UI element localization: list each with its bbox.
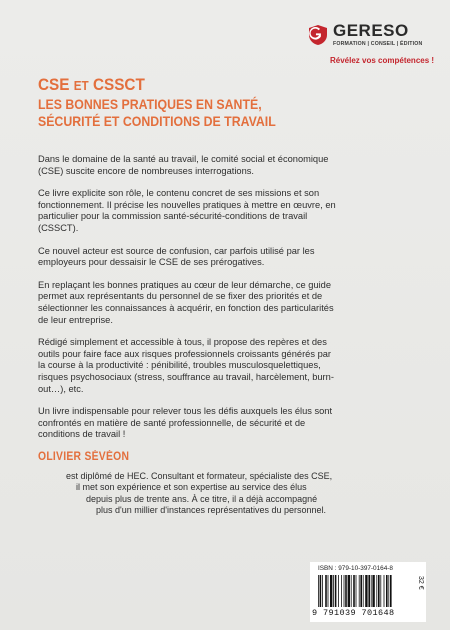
shield-logo-icon xyxy=(308,24,328,46)
book-title xyxy=(38,75,281,95)
price-label: 32 € xyxy=(417,576,424,590)
publisher-subline: FORMATION | CONSEIL | ÉDITION xyxy=(333,41,423,47)
barcode-digits: 9 791039 701648 xyxy=(312,608,395,618)
publisher-tagline: Révélez vos compétences ! xyxy=(330,56,435,65)
blurb-paragraph: Dans le domaine de la santé au travail, le comité social et économique (CSE) suscite encore de nombreuses interrogations. xyxy=(38,154,329,176)
author-bio-line: plus d'un millier d'instances représentatives du personnel. xyxy=(96,504,327,515)
author-bio-line: il met son expérience et son expertise au service des élus xyxy=(76,482,307,493)
title-block xyxy=(38,75,308,129)
publisher-logo xyxy=(308,22,423,47)
blurb-paragraph: Rédigé simplement et accessible à tous, il propose des repères et des outils pour faire face aux risques professionnels croissants générés par la course à la productivité : pénibilité, troubles musculosquelettiques, risques psychosociaux (stress, souffrance au travail, harcèlement, burn-out…), etc. xyxy=(38,337,334,394)
blurb-paragraph: Ce nouvel acteur est source de confusion, car parfois utilisé par les employeurs pour dessaisir le CSE de ses prérogatives. xyxy=(38,245,315,268)
blurb-paragraph: Un livre indispensable pour relever tous les défis auxquels les élus sont confrontés en matière de santé professionnelle, de sécurité et de conditions de travail ! xyxy=(38,406,333,440)
barcode-icon xyxy=(318,575,414,607)
blurb-paragraph: En replaçant les bonnes pratiques au cœur de leur démarche, ce guide permet aux représentants du personnel de se fixer des priorités et de sélectionner les connaissances à acquérir, en fonction des particularités de leur entreprise. xyxy=(38,279,334,325)
publisher-name: GERESO xyxy=(333,21,409,40)
blurb-paragraph: Ce livre explicite son rôle, le contenu concret de ses missions et son fonctionnement. Il précise les nouvelles pratiques à mettre en œuvre, en particulier pour la commission santé-sécurité-conditions de travail (CSSCT). xyxy=(38,188,336,233)
isbn-label: ISBN : 979-10-397-0164-8 xyxy=(318,565,393,572)
author-name: OLIVIER SÉVÉON xyxy=(38,451,130,463)
title-part-cssct: CSSCT xyxy=(92,75,145,94)
title-part-et: ET xyxy=(73,78,89,93)
author-bio-line: est diplômé de HEC. Consultant et formateur, spécialiste des CSE, xyxy=(66,471,333,481)
book-subtitle-line-1: LES BONNES PRATIQUES EN SANTÉ, xyxy=(38,96,262,112)
book-subtitle-line-2: SÉCURITÉ ET CONDITIONS DE TRAVAIL xyxy=(38,113,276,129)
barcode-area xyxy=(310,562,426,622)
title-part-cse: CSE xyxy=(38,75,70,94)
author-bio-line: depuis plus de trente ans. À ce titre, il a déjà accompagné xyxy=(86,493,318,504)
blurb xyxy=(38,154,338,452)
author-bio xyxy=(38,471,333,516)
